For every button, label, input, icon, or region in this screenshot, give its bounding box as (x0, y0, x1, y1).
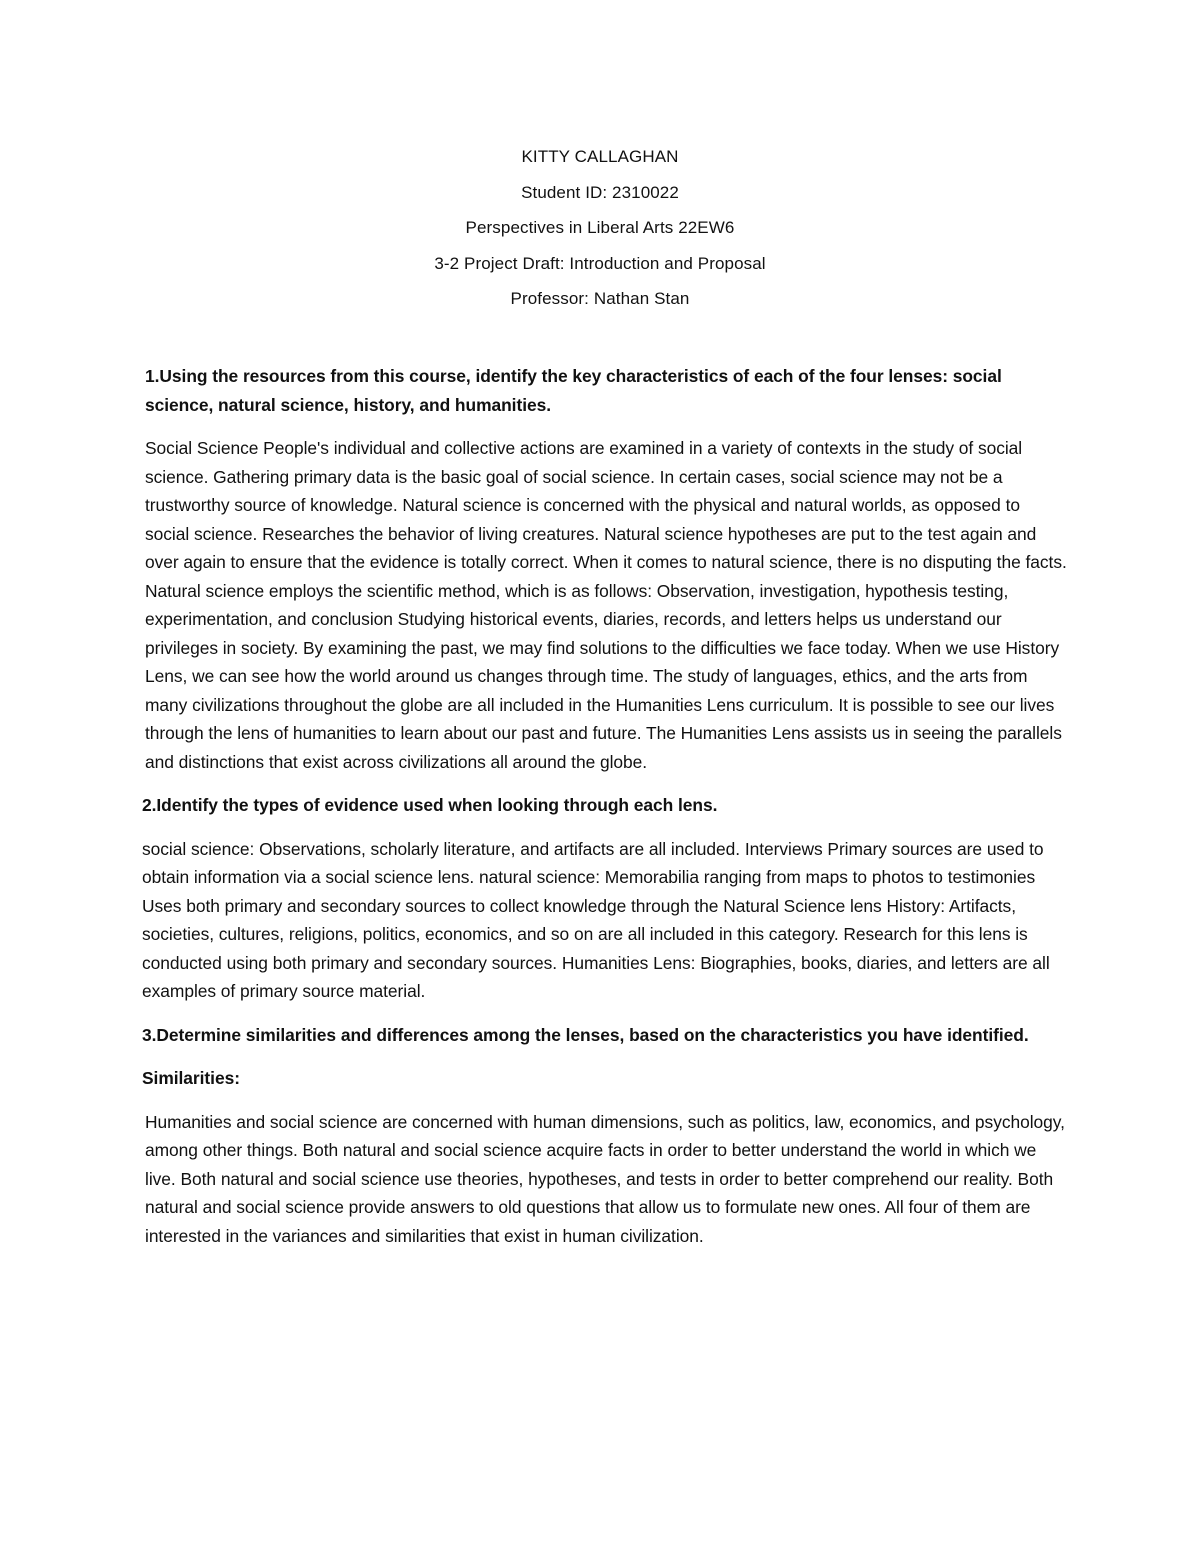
question-2: 2.Identify the types of evidence used when looking through each lens. (142, 795, 718, 815)
answer-1: Social Science People's individual and collective actions are examined in a variety of contexts in the study of social science. Gathering primary data is the basic goal of social science. In certain cases, social science may not be a trustworthy source of knowledge. Natural science is concerned with the physical and natural worlds, as opposed to social science. Researches the behavior of living creatures. Natural science hypotheses are put to the test again and over again to ensure that the evidence is totally correct. When it comes to natural science, there is no disputing the facts. Natural science employs the scientific method, which is as follows: Observation, investigation, hypothesis testing, experimentation, and conclusion Studying historical events, diaries, records, and letters helps us understand our privileges in society. By examining the past, we may find solutions to the difficulties we face today. When we use History Lens, we can see how the world around us changes through time. The study of languages, ethics, and the arts from many civilizations throughout the globe are all included in the Humanities Lens curriculum. It is possible to see our lives through the lens of humanities to learn about our past and future. The Humanities Lens assists us in seeing the parallels and distinctions that exist across civilizations all around the globe. (145, 438, 1067, 772)
question-3: 3.Determine similarities and differences among the lenses, based on the characteristics you have identified. (142, 1024, 1029, 1045)
answer-3: Humanities and social science are concerned with human dimensions, such as politics, law, economics, and psychology, among other things. Both natural and social science acquire facts in order to better understand the world in which we live. Both natural and social science use theories, hypotheses, and tests in order to better comprehend our reality. Both natural and social science provide answers to old questions that allow us to formulate new ones. All four of them are interested in the variances and similarities that exist in human civilization. (145, 1111, 1065, 1246)
student-name: KITTY CALLAGHAN (521, 147, 679, 166)
document-body (142, 362, 1067, 1265)
professor-name: Professor: Nathan Stan (510, 289, 690, 308)
question-1: 1.Using the resources from this course, identify the key characteristics of each of the four lenses: social science, natural science, history, and humanities. (145, 366, 1002, 415)
similarities-heading: Similarities: (142, 1068, 240, 1088)
assignment-title: 3-2 Project Draft: Introduction and Proposal (434, 253, 766, 273)
student-id: Student ID: 2310022 (521, 182, 679, 202)
answer-2: social science: Observations, scholarly literature, and artifacts are all included. Interviews Primary sources are used to obtain information via a social science lens. natural science: Memorabilia ranging from maps to photos to testimonies Uses both primary and secondary sources to collect knowledge through the Natural Science lens History: Artifacts, societies, cultures, religions, politics, economics, and so on are all included in this category. Research for this lens is conducted using both primary and secondary sources. Humanities Lens: Biographies, books, diaries, and letters are all examples of primary source material. (142, 838, 1050, 1001)
course-title: Perspectives in Liberal Arts 22EW6 (465, 218, 735, 237)
document-header (0, 143, 1200, 321)
